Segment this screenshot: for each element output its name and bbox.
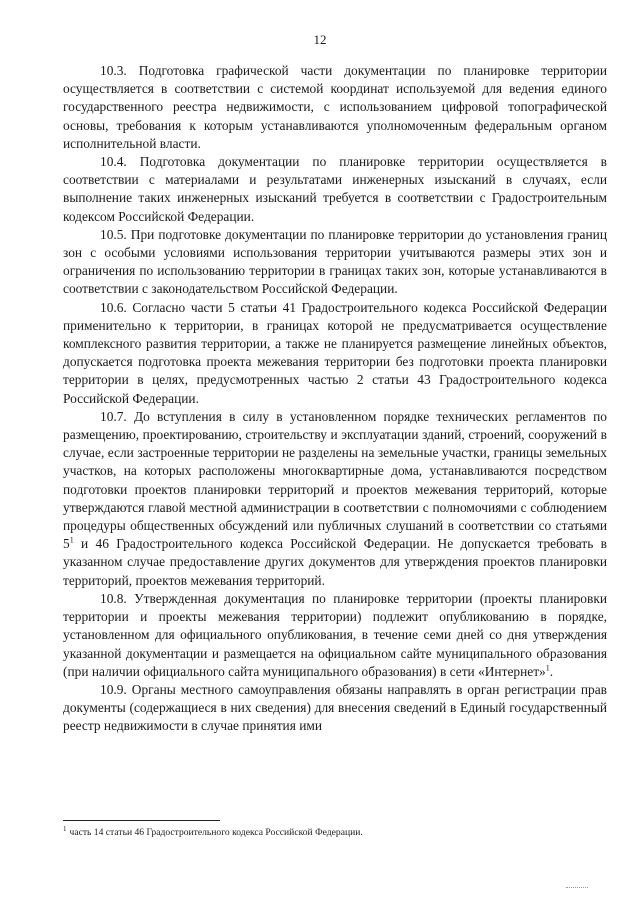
- footnote-text: часть 14 статьи 46 Градостроительного кодекса Российской Федерации.: [69, 827, 363, 838]
- paragraph-10-4: 10.4. Подготовка документации по планировке территории осуществляется в соответствии с материалами и результатами инженерных изысканий в случаях, если выполнение таких инженерных изысканий требуется в соответствии с Градостроительным кодексом Российской Федерации.: [63, 154, 607, 224]
- footnote-reference: 1: [545, 663, 550, 673]
- footnote: [63, 824, 607, 839]
- paragraph-10-8-text-start: 10.8. Утвержденная документация по планировке территории (проекты планировки территории и проекты межевания территории) подлежит опубликованию в порядке, установленном для официального опубликования, в течение семи дней со дня утверждения указанной документации и размещается на официальном сайте муниципального образования (при наличии официального сайта муниципального образования) в сети «Интернет»: [63, 590, 607, 679]
- footnote-separator: [63, 820, 220, 821]
- paragraph-10-7-text-end: и 46 Градостроительного кодекса Российской Федерации. Не допускается требовать в указанном случае предоставление других документов для утверждения проектов планировки территорий, проектов межевания территорий.: [63, 536, 607, 588]
- scan-artifact: [566, 887, 588, 891]
- paragraph-10-8-text-end: .: [549, 663, 554, 679]
- page-number: 12: [313, 32, 327, 47]
- footnote-reference: 1: [69, 535, 74, 545]
- document-body: [63, 62, 607, 736]
- paragraph-10-6: 10.6. Согласно части 5 статьи 41 Градостроительного кодекса Российской Федерации применительно к территории, в границах которой не предусматривается осуществление комплексного развития территории, а также не планируется размещение линейных объектов, допускается подготовка проекта межевания территории без подготовки проекта планировки территории в целях, предусмотренных частью 2 статьи 43 Градостроительного кодекса Российской Федерации.: [63, 299, 607, 406]
- footnote-mark: 1: [63, 824, 67, 833]
- paragraph-10-9: 10.9. Органы местного самоуправления обязаны направлять в орган регистрации прав документы (содержащиеся в них сведения) для внесения сведений в Единый государственный реестр недвижимости в случае принятия ими: [63, 681, 607, 734]
- paragraph-10-8: [63, 590, 607, 681]
- paragraph-10-7: [63, 408, 607, 590]
- paragraph-10-5: 10.5. При подготовке документации по планировке территории до установления границ зон с особыми условиями использования территории учитываются размеры этих зон и ограничения по использованию территории в границах таких зон, которые устанавливаются в соответствии с законодательством Российской Федерации.: [63, 226, 607, 297]
- paragraph-10-7-text-start: 10.7. До вступления в силу в установленном порядке технических регламентов по размещению, проектированию, строительству и эксплуатации зданий, строений, сооружений в случае, если застроенные территории не разделены на земельные участки, границы земельных участков, на которых расположены многоквартирные дома, устанавливаются посредством подготовки проектов планировки территорий и проектов межевания территорий, которые утверждаются главой местной администрации в соответствии с полномочиями с соблюдением процедуры общественных обсуждений или публичных слушаний в соответствии со статьями 5: [63, 408, 607, 552]
- paragraph-10-3: 10.3. Подготовка графической части документации по планировке территории осуществляется в соответствии с системой координат используемой для ведения единого государственного реестра недвижимости, с использованием цифровой топографической основы, требования к которым устанавливаются уполномоченным федеральным органом исполнительной власти.: [63, 63, 607, 151]
